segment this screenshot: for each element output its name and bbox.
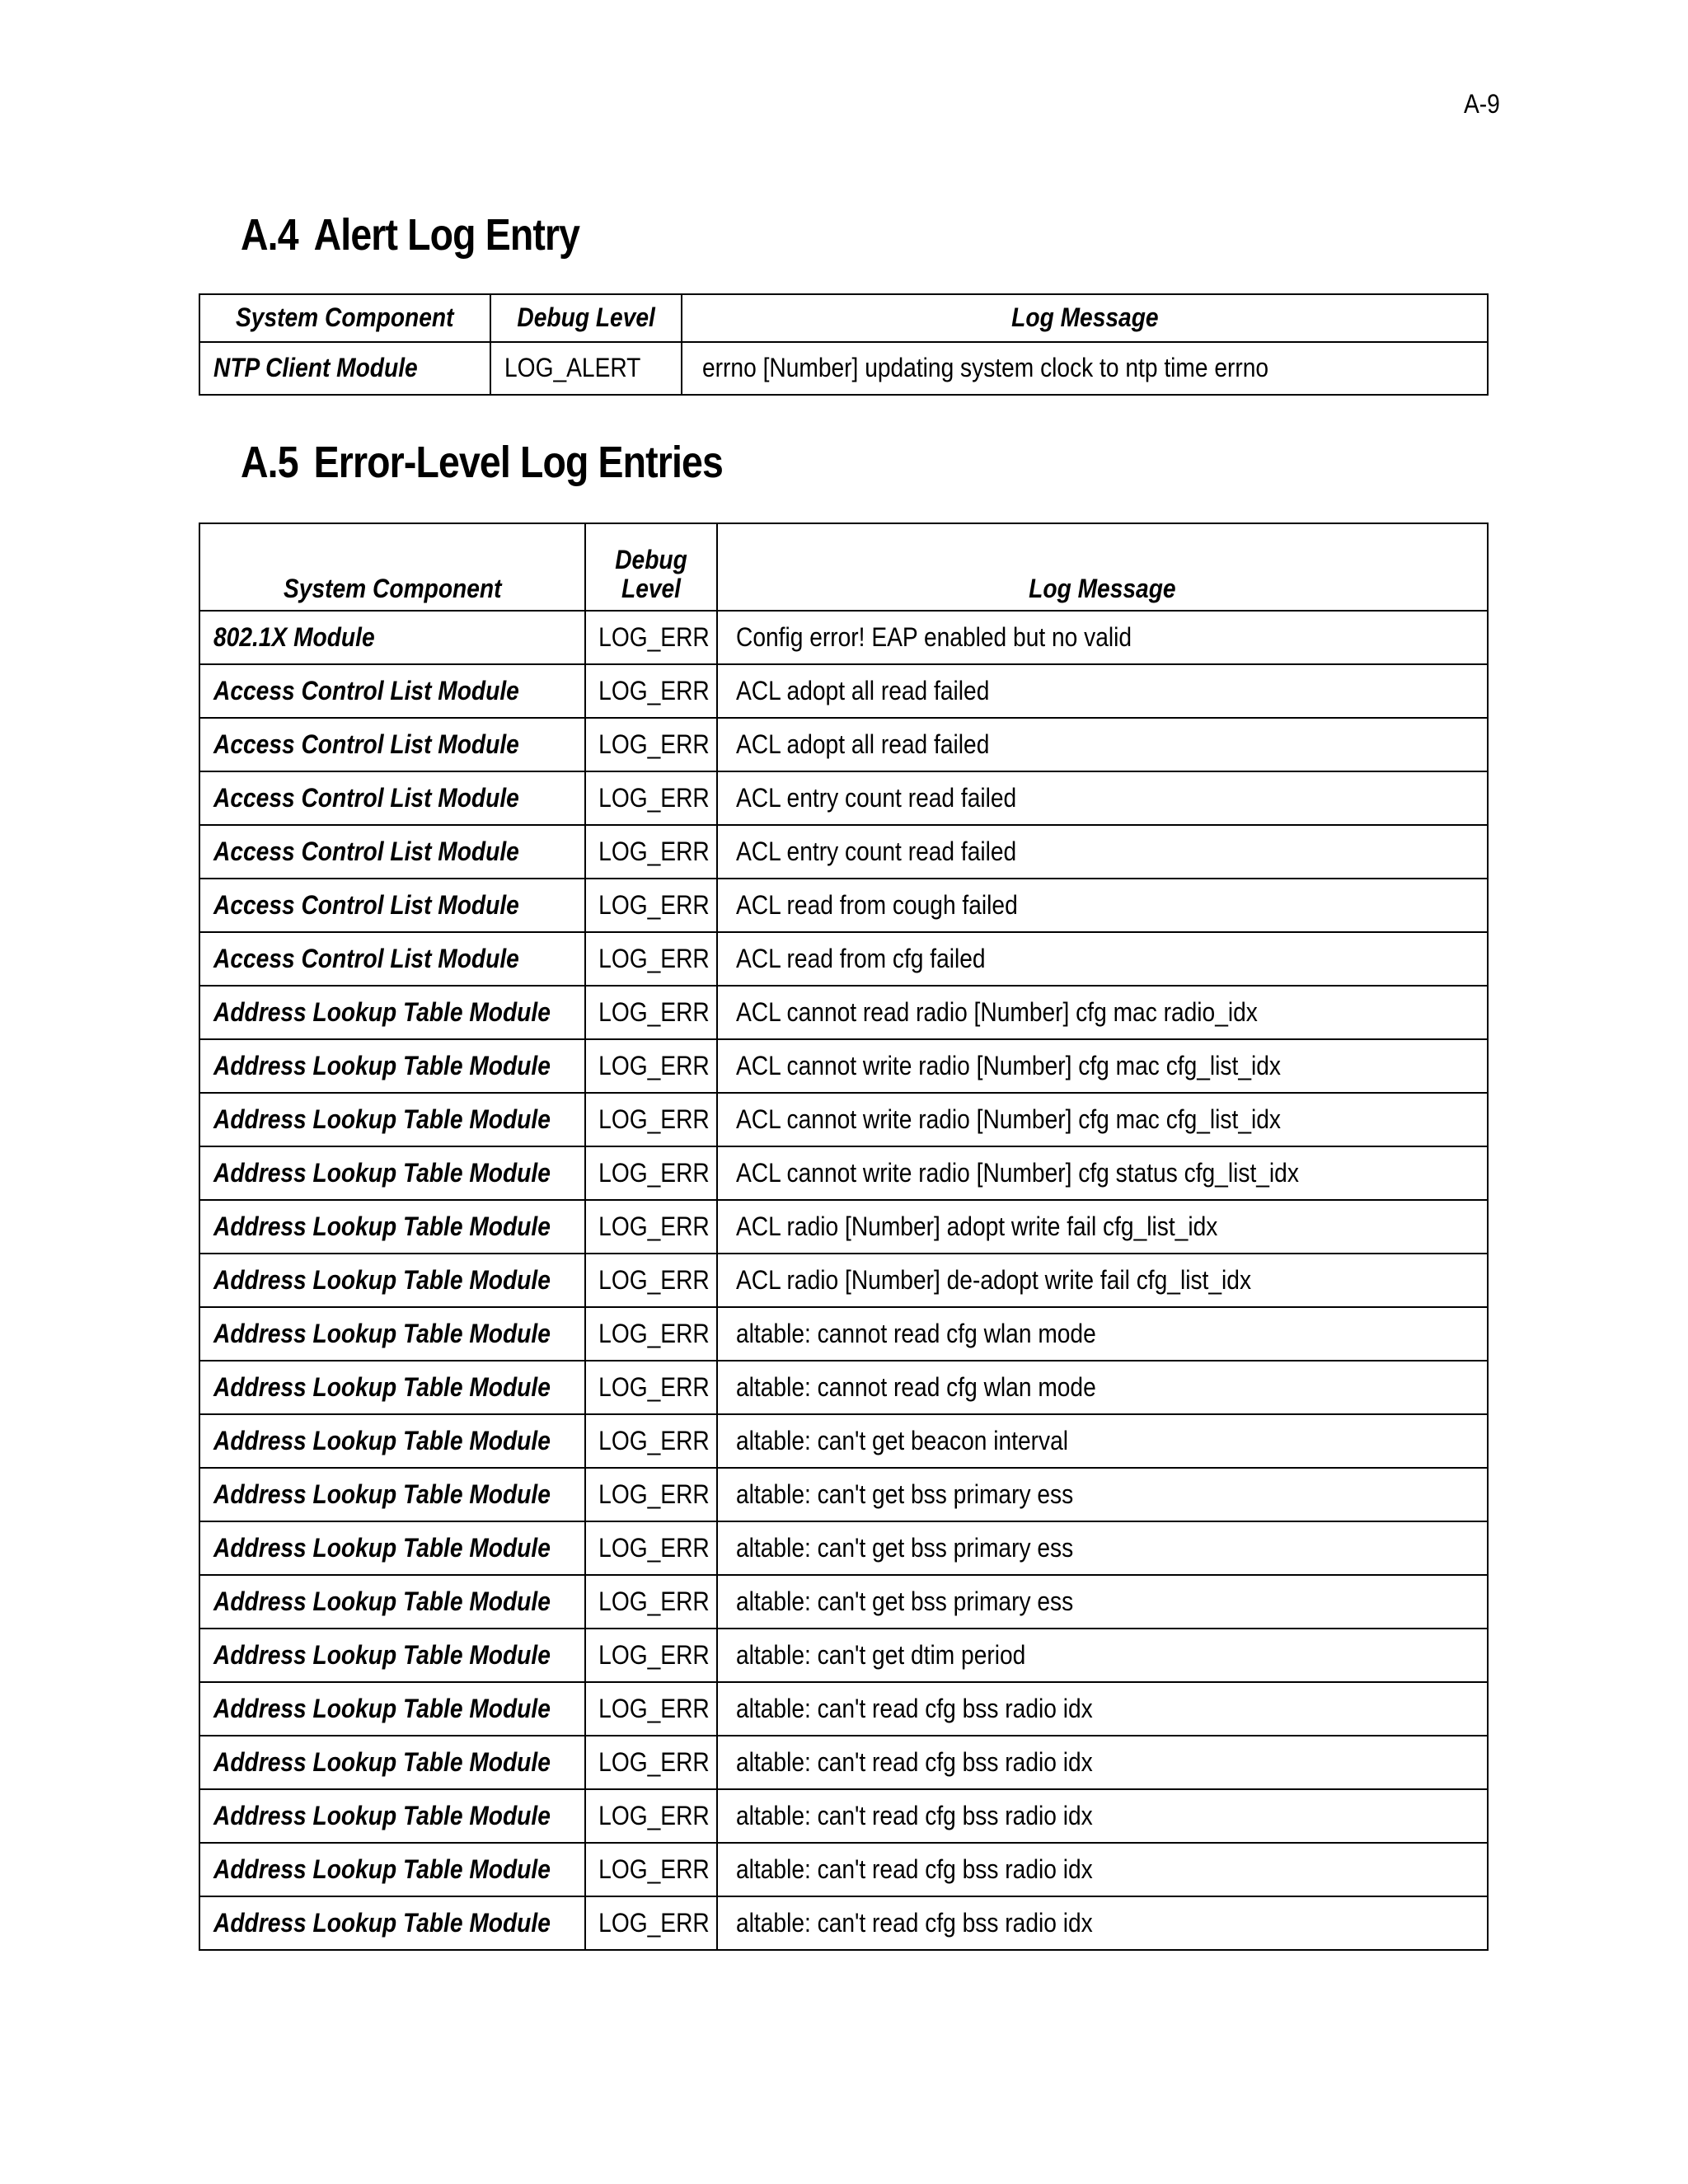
cell-debug-level: LOG_ERR <box>585 825 717 879</box>
section-title: Error-Level Log Entries <box>313 438 723 487</box>
alert-log-table <box>199 293 1489 396</box>
cell-debug-level: LOG_ERR <box>585 1575 717 1629</box>
cell-debug-level: LOG_ERR <box>585 1093 717 1146</box>
table-row <box>199 1307 1488 1361</box>
cell-system-component: Address Lookup Table Module <box>199 1468 585 1521</box>
table-row <box>199 986 1488 1039</box>
cell-log-message: altable: cannot read cfg wlan mode <box>717 1361 1488 1414</box>
cell-debug-level: LOG_ERR <box>585 1736 717 1789</box>
table-row <box>199 718 1488 771</box>
error-log-table <box>199 523 1489 1951</box>
table-row <box>199 664 1488 718</box>
cell-log-message: ACL adopt all read failed <box>717 664 1488 718</box>
cell-system-component: Address Lookup Table Module <box>199 1575 585 1629</box>
cell-system-component: NTP Client Module <box>199 342 490 395</box>
cell-log-message: altable: can't read cfg bss radio idx <box>717 1789 1488 1843</box>
table-row <box>199 1521 1488 1575</box>
section-heading-alert-log-entry <box>241 209 579 260</box>
cell-log-message: ACL adopt all read failed <box>717 718 1488 771</box>
cell-system-component: Address Lookup Table Module <box>199 986 585 1039</box>
cell-system-component: Address Lookup Table Module <box>199 1200 585 1254</box>
column-header-log-message: Log Message <box>682 294 1488 342</box>
cell-log-message: ACL cannot write radio [Number] cfg mac cfg_list_idx <box>717 1039 1488 1093</box>
cell-log-message: ACL cannot read radio [Number] cfg mac radio_idx <box>717 986 1488 1039</box>
cell-log-message: ACL entry count read failed <box>717 825 1488 879</box>
cell-system-component: Access Control List Module <box>199 771 585 825</box>
cell-log-message: altable: can't get beacon interval <box>717 1414 1488 1468</box>
table-header-row <box>199 523 1488 611</box>
cell-log-message: altable: cannot read cfg wlan mode <box>717 1307 1488 1361</box>
cell-log-message: ACL read from cough failed <box>717 879 1488 932</box>
cell-system-component: Address Lookup Table Module <box>199 1629 585 1682</box>
table-row <box>199 879 1488 932</box>
table-row <box>199 1093 1488 1146</box>
cell-debug-level: LOG_ERR <box>585 1414 717 1468</box>
cell-debug-level: LOG_ERR <box>585 932 717 986</box>
cell-debug-level: LOG_ERR <box>585 1682 717 1736</box>
cell-debug-level: LOG_ERR <box>585 986 717 1039</box>
cell-system-component: Address Lookup Table Module <box>199 1093 585 1146</box>
column-header-system-component: System Component <box>199 294 490 342</box>
cell-system-component: Address Lookup Table Module <box>199 1896 585 1950</box>
cell-system-component: Address Lookup Table Module <box>199 1736 585 1789</box>
cell-system-component: Access Control List Module <box>199 718 585 771</box>
cell-debug-level: LOG_ERR <box>585 1896 717 1950</box>
cell-log-message: altable: can't get bss primary ess <box>717 1575 1488 1629</box>
cell-debug-level: LOG_ERR <box>585 1521 717 1575</box>
cell-log-message: ACL read from cfg failed <box>717 932 1488 986</box>
column-header-system-component: System Component <box>199 523 585 611</box>
table-row <box>199 1843 1488 1896</box>
cell-debug-level: LOG_ERR <box>585 1200 717 1254</box>
cell-debug-level: LOG_ERR <box>585 771 717 825</box>
cell-debug-level: LOG_ERR <box>585 611 717 664</box>
cell-debug-level: LOG_ERR <box>585 664 717 718</box>
table-row <box>199 1896 1488 1950</box>
table-header-row <box>199 294 1488 342</box>
cell-log-message: ACL cannot write radio [Number] cfg status cfg_list_idx <box>717 1146 1488 1200</box>
cell-debug-level: LOG_ERR <box>585 1361 717 1414</box>
cell-system-component: Access Control List Module <box>199 664 585 718</box>
section-title: Alert Log Entry <box>313 210 580 260</box>
table-row <box>199 1575 1488 1629</box>
cell-log-message: ACL cannot write radio [Number] cfg mac cfg_list_idx <box>717 1093 1488 1146</box>
cell-debug-level: LOG_ERR <box>585 1146 717 1200</box>
cell-debug-level: LOG_ALERT <box>490 342 682 395</box>
cell-debug-level: LOG_ERR <box>585 1789 717 1843</box>
cell-debug-level: LOG_ERR <box>585 879 717 932</box>
cell-debug-level: LOG_ERR <box>585 1468 717 1521</box>
cell-log-message: Config error! EAP enabled but no valid <box>717 611 1488 664</box>
cell-system-component: Address Lookup Table Module <box>199 1254 585 1307</box>
column-header-debug-level: Debug Level <box>585 523 717 611</box>
cell-log-message: altable: can't read cfg bss radio idx <box>717 1736 1488 1789</box>
cell-system-component: Access Control List Module <box>199 932 585 986</box>
cell-log-message: altable: can't read cfg bss radio idx <box>717 1896 1488 1950</box>
cell-system-component: Address Lookup Table Module <box>199 1682 585 1736</box>
cell-debug-level: LOG_ERR <box>585 718 717 771</box>
cell-log-message: altable: can't get bss primary ess <box>717 1468 1488 1521</box>
cell-log-message: ACL radio [Number] adopt write fail cfg_list_idx <box>717 1200 1488 1254</box>
table-row <box>199 1736 1488 1789</box>
cell-log-message: altable: can't get dtim period <box>717 1629 1488 1682</box>
section-number: A.5 <box>241 438 298 487</box>
cell-log-message: altable: can't read cfg bss radio idx <box>717 1682 1488 1736</box>
table-row <box>199 1146 1488 1200</box>
table-row <box>199 1682 1488 1736</box>
table-row <box>199 1468 1488 1521</box>
table-row <box>199 611 1488 664</box>
table-row <box>199 1789 1488 1843</box>
section-heading-error-level-log-entries <box>241 437 723 488</box>
page-number: A-9 <box>1464 89 1500 119</box>
cell-system-component: Address Lookup Table Module <box>199 1414 585 1468</box>
cell-system-component: Address Lookup Table Module <box>199 1361 585 1414</box>
cell-system-component: Access Control List Module <box>199 825 585 879</box>
cell-log-message: ACL entry count read failed <box>717 771 1488 825</box>
column-header-debug-level: Debug Level <box>490 294 682 342</box>
cell-log-message: ACL radio [Number] de-adopt write fail cfg_list_idx <box>717 1254 1488 1307</box>
cell-debug-level: LOG_ERR <box>585 1254 717 1307</box>
section-number: A.4 <box>241 210 298 260</box>
cell-system-component: Address Lookup Table Module <box>199 1789 585 1843</box>
cell-log-message: altable: can't get bss primary ess <box>717 1521 1488 1575</box>
table-row <box>199 1629 1488 1682</box>
cell-debug-level: LOG_ERR <box>585 1307 717 1361</box>
cell-debug-level: LOG_ERR <box>585 1629 717 1682</box>
column-header-log-message: Log Message <box>717 523 1488 611</box>
table-row <box>199 771 1488 825</box>
table-row <box>199 825 1488 879</box>
cell-log-message: errno [Number] updating system clock to ntp time errno <box>682 342 1488 395</box>
cell-system-component: Address Lookup Table Module <box>199 1039 585 1093</box>
table-row <box>199 932 1488 986</box>
cell-debug-level: LOG_ERR <box>585 1843 717 1896</box>
table-row <box>199 1200 1488 1254</box>
cell-system-component: 802.1X Module <box>199 611 585 664</box>
cell-debug-level: LOG_ERR <box>585 1039 717 1093</box>
cell-system-component: Address Lookup Table Module <box>199 1146 585 1200</box>
cell-system-component: Address Lookup Table Module <box>199 1307 585 1361</box>
table-row <box>199 1039 1488 1093</box>
table-row <box>199 1254 1488 1307</box>
table-row <box>199 1414 1488 1468</box>
cell-log-message: altable: can't read cfg bss radio idx <box>717 1843 1488 1896</box>
cell-system-component: Address Lookup Table Module <box>199 1521 585 1575</box>
cell-system-component: Address Lookup Table Module <box>199 1843 585 1896</box>
table-row <box>199 342 1488 395</box>
table-row <box>199 1361 1488 1414</box>
cell-system-component: Access Control List Module <box>199 879 585 932</box>
